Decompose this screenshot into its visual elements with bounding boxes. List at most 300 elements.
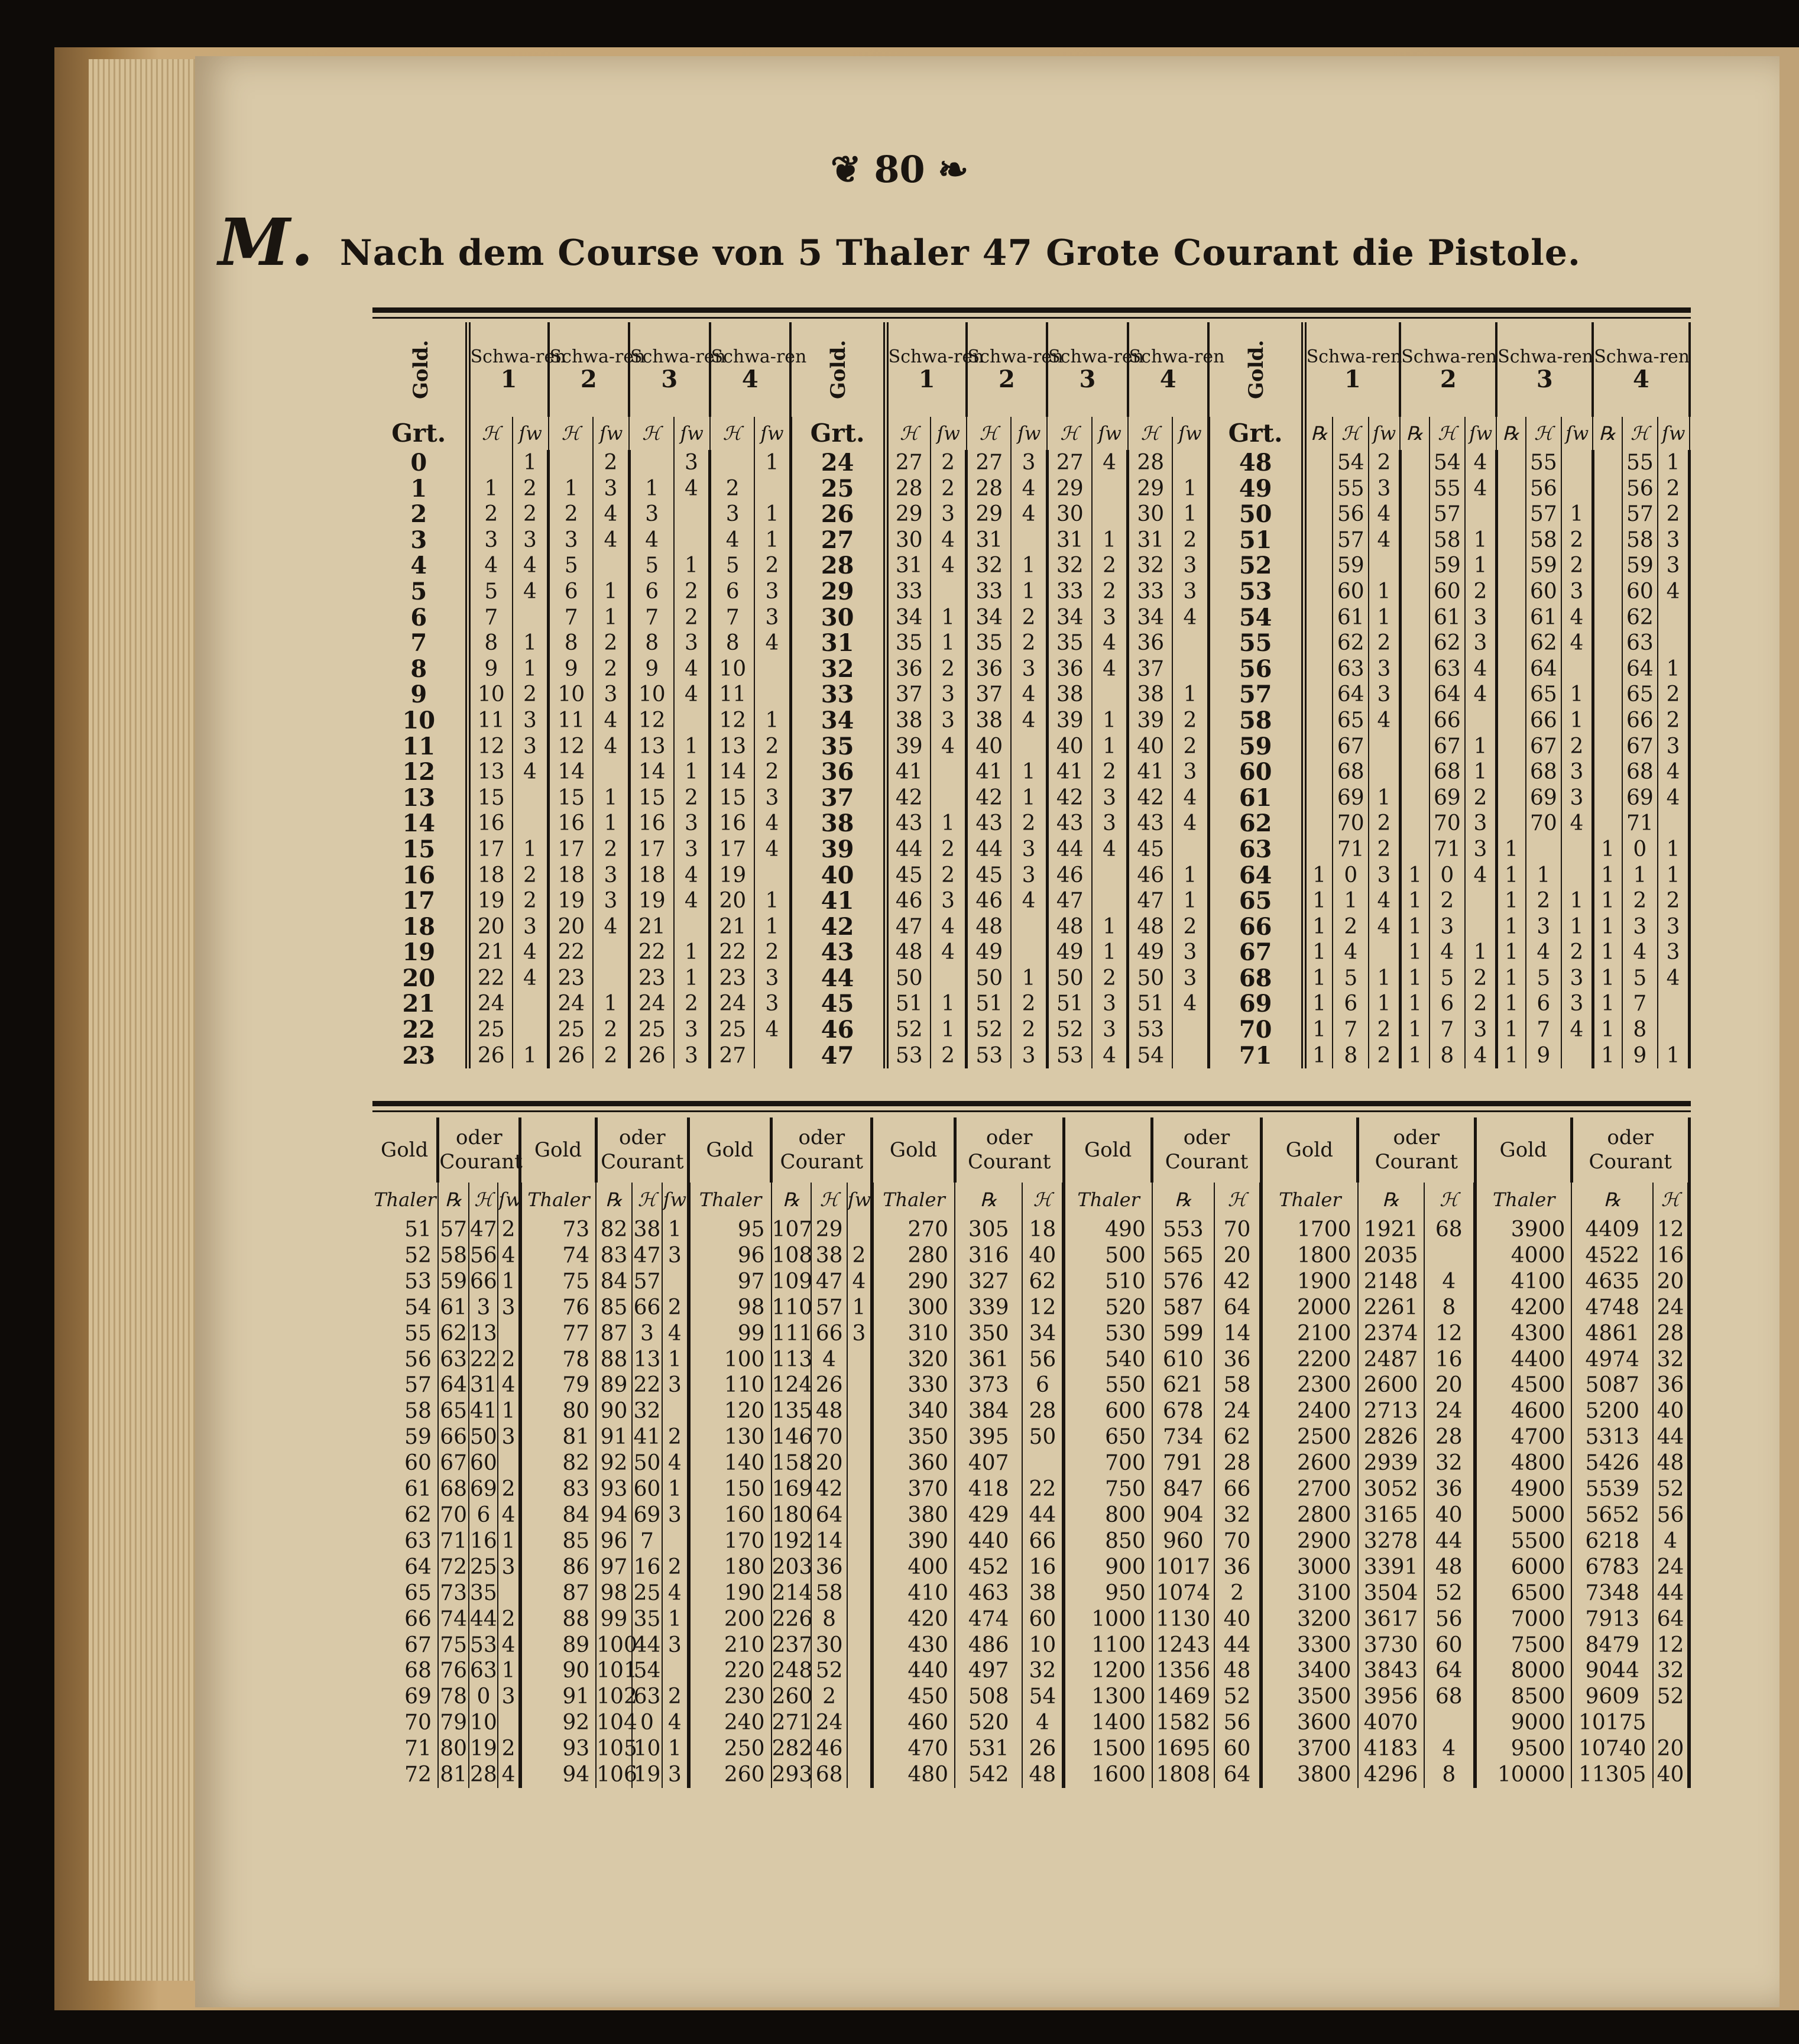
table-cell: 34 — [1047, 605, 1092, 631]
table-cell: 3052 — [1358, 1476, 1424, 1502]
table-cell — [498, 1710, 520, 1736]
thaler-value: 51 — [372, 1217, 438, 1243]
table-cell: 28 — [1424, 1424, 1475, 1450]
table-cell: 2 — [931, 863, 967, 889]
thaler-value: 78 — [520, 1347, 596, 1373]
thaler-value: 170 — [689, 1528, 772, 1554]
table-cell: 60 — [1333, 579, 1369, 605]
table-cell: 40 — [1214, 1606, 1261, 1632]
thaler-value: 2900 — [1261, 1528, 1357, 1554]
table-cell — [847, 1580, 872, 1606]
thaler-value: 140 — [689, 1450, 772, 1476]
thaler-value: 86 — [520, 1554, 596, 1580]
table-cell: 8 — [811, 1606, 847, 1632]
table-cell: 4 — [1658, 785, 1689, 811]
table-cell: 62 — [1430, 630, 1466, 656]
grote-value: 13 — [372, 785, 468, 811]
table-cell: 47 — [1047, 888, 1092, 914]
table-cell: 34 — [1022, 1321, 1064, 1347]
table-cell — [1526, 837, 1562, 863]
thaler-value: 89 — [520, 1632, 596, 1658]
table-cell: 3 — [629, 501, 674, 527]
table-cell: 44 — [1653, 1580, 1689, 1606]
table-cell: 9 — [549, 656, 594, 682]
table-cell: 12 — [468, 734, 513, 760]
table-cell: 2148 — [1358, 1269, 1424, 1295]
thaler-value: 300 — [872, 1295, 955, 1321]
oder-label: oder — [456, 1126, 503, 1150]
table-cell: 1074 — [1152, 1580, 1214, 1606]
thaler-value: 180 — [689, 1554, 772, 1580]
table-cell: 237 — [772, 1632, 813, 1657]
thaler-value: 380 — [872, 1502, 955, 1528]
table-cell: 2 — [1011, 991, 1047, 1017]
table-cell: 2 — [1658, 888, 1689, 914]
table-cell: 2 — [1092, 966, 1128, 992]
table-cell: 3 — [1369, 682, 1400, 708]
table-cell: 42 — [1214, 1269, 1261, 1295]
grote-value: 14 — [372, 811, 468, 837]
table-cell — [754, 682, 790, 708]
table-cell: 64 — [1653, 1606, 1689, 1632]
table-cell: 89 — [596, 1372, 632, 1398]
table-cell: 1 — [1400, 940, 1429, 966]
table-cell: 16 — [710, 811, 755, 837]
thaler-value: 550 — [1064, 1372, 1152, 1398]
table-cell: 2600 — [1358, 1372, 1424, 1398]
table-cell: 2 — [1561, 734, 1593, 760]
table-cell — [1172, 1043, 1208, 1069]
schwaren-header-1 — [468, 322, 566, 417]
thaler-value: 72 — [372, 1762, 438, 1788]
thaler-value: 220 — [689, 1658, 772, 1684]
table-cell: 1 — [513, 1043, 549, 1069]
table-cell: 101 — [597, 1658, 637, 1683]
table-cell: 20 — [549, 914, 594, 940]
table-cell: 214 — [772, 1580, 813, 1605]
gt-header: ℋ — [886, 417, 931, 450]
table-cell: 15 — [549, 785, 594, 811]
schwaren-header-2 — [967, 322, 1064, 417]
thaler-value: 79 — [520, 1372, 596, 1398]
table-cell: 1 — [662, 1736, 688, 1762]
table-row — [372, 708, 1690, 734]
schwaren-label: Schwa-ren — [549, 346, 646, 367]
table-cell: 1 — [1561, 888, 1593, 914]
table-cell: 100 — [597, 1632, 637, 1657]
thaler-value: 61 — [372, 1476, 438, 1502]
thaler-value: 52 — [372, 1243, 438, 1269]
table-cell — [1561, 476, 1593, 502]
table-cell: 80 — [438, 1736, 469, 1762]
table-cell: 64 — [1622, 656, 1658, 682]
table-cell: 32 — [1047, 553, 1092, 579]
table-cell — [1400, 759, 1429, 785]
table-cell: 10 — [629, 682, 674, 708]
table-cell: 3 — [1430, 914, 1466, 940]
table-cell: 3 — [632, 1321, 662, 1347]
thaler-value: 330 — [872, 1372, 955, 1398]
table-cell: 4 — [931, 734, 967, 760]
table-cell: 50 — [632, 1450, 662, 1476]
table-cell: 429 — [955, 1502, 1022, 1528]
table-cell: 1017 — [1152, 1554, 1214, 1580]
table-cell: 339 — [955, 1295, 1022, 1321]
table-cell: 25 — [468, 1017, 513, 1043]
table-cell: 4 — [931, 527, 967, 553]
sw-header: ſw — [498, 1183, 520, 1217]
table-cell: 33 — [886, 579, 931, 605]
table-cell: 1 — [1496, 837, 1525, 863]
table-cell: 2 — [1369, 1017, 1400, 1043]
table-cell: 20 — [710, 888, 755, 914]
table-cell: 486 — [955, 1632, 1022, 1658]
table-cell: 5 — [1430, 966, 1466, 992]
grote-value: 19 — [372, 940, 468, 966]
table-cell: 4 — [674, 888, 710, 914]
table-cell: 1 — [931, 605, 967, 631]
thaler-value: 250 — [689, 1736, 772, 1762]
table-cell: 4 — [1526, 940, 1562, 966]
table-cell: 1 — [513, 630, 549, 656]
table-cell — [1496, 450, 1525, 476]
table-cell: 1 — [1400, 914, 1429, 940]
table-cell: 3 — [1369, 863, 1400, 889]
table-cell: 2 — [1369, 450, 1400, 476]
table-cell: 25 — [710, 1017, 755, 1043]
rt-header: ℞ — [438, 1183, 469, 1217]
table-cell: 65 — [1526, 682, 1562, 708]
table-cell: 54 — [1430, 450, 1466, 476]
table-cell: 11 — [549, 708, 594, 734]
table-cell: 327 — [955, 1269, 1022, 1295]
table-cell: 1 — [1496, 863, 1525, 889]
table-cell: 4 — [1561, 605, 1593, 631]
table-cell: 4 — [498, 1632, 520, 1658]
thaler-value: 150 — [689, 1476, 772, 1502]
table-cell: 1 — [1496, 940, 1525, 966]
table-cell: 2 — [498, 1476, 520, 1502]
table-cell: 3 — [513, 527, 549, 553]
rt-header: ℞ — [1571, 1183, 1653, 1217]
table-cell: 169 — [772, 1477, 813, 1502]
table-cell: 67 — [1526, 734, 1562, 760]
table-cell: 2 — [674, 991, 710, 1017]
table-cell: 4 — [593, 527, 629, 553]
grote-value: 12 — [372, 759, 468, 785]
table-cell: 13 — [629, 734, 674, 760]
table-cell — [674, 527, 710, 553]
table-cell: 1 — [1092, 527, 1128, 553]
table-cell — [847, 1554, 872, 1580]
table-cell: 55 — [1526, 450, 1562, 476]
table-cell: 3 — [754, 991, 790, 1017]
schwaren-header-3 — [629, 322, 726, 417]
table-cell: 37 — [1128, 656, 1173, 682]
thaler-value: 94 — [520, 1762, 596, 1788]
table-cell: 63 — [469, 1658, 497, 1683]
thaler-value: 650 — [1064, 1424, 1152, 1450]
table-cell: 4 — [1022, 1710, 1064, 1736]
table-cell: 36 — [967, 656, 1012, 682]
table-cell: 44 — [967, 837, 1012, 863]
table-cell: 7913 — [1571, 1606, 1653, 1632]
table-cell: 4974 — [1571, 1347, 1653, 1373]
table-row — [372, 888, 1690, 914]
table-cell: 2 — [1011, 630, 1047, 656]
table-cell — [1424, 1710, 1475, 1736]
table-cell: 40 — [1047, 734, 1092, 760]
table-cell — [1496, 811, 1525, 837]
table-cell: 67 — [1622, 734, 1658, 760]
table-cell: 4 — [593, 734, 629, 760]
schwaren-label: Schwa-ren — [1497, 346, 1594, 367]
grote-value: 7 — [372, 630, 468, 656]
table-cell: 3 — [754, 785, 790, 811]
thaler-value: 99 — [689, 1321, 772, 1347]
table-cell: 28 — [1022, 1398, 1064, 1424]
table-cell: 26 — [468, 1043, 513, 1069]
table-cell: 2 — [549, 501, 594, 527]
table-cell — [1400, 708, 1429, 734]
table-cell: 4 — [931, 553, 967, 579]
thaler-value: 2600 — [1261, 1450, 1357, 1476]
table-cell: 474 — [955, 1606, 1022, 1632]
table-cell — [1400, 811, 1429, 837]
table-cell: 25 — [469, 1554, 497, 1579]
table-row — [372, 863, 1690, 889]
table-cell: 2 — [498, 1347, 520, 1373]
table-cell: 1469 — [1152, 1684, 1214, 1710]
schwaren-header-2 — [549, 322, 646, 417]
table-cell: 36 — [1424, 1476, 1475, 1502]
table-cell — [1304, 527, 1333, 553]
table-cell: 1 — [662, 1476, 688, 1502]
table-cell: 4 — [1092, 656, 1128, 682]
table-cell: 56 — [1526, 476, 1562, 502]
table-cell: 66 — [438, 1424, 469, 1450]
table-cell: 1 — [662, 1347, 688, 1373]
table-cell: 64 — [1214, 1295, 1261, 1321]
thaler-value: 4100 — [1475, 1269, 1571, 1295]
thaler-value: 2200 — [1261, 1347, 1357, 1373]
table-cell — [1561, 656, 1593, 682]
thaler-value: 160 — [689, 1502, 772, 1528]
table-cell: 1 — [498, 1398, 520, 1424]
table-cell: 5 — [710, 553, 755, 579]
table-cell: 53 — [469, 1632, 497, 1657]
table-cell: 97 — [596, 1554, 632, 1580]
table-cell: 847 — [1152, 1476, 1214, 1502]
thaler-value: 190 — [689, 1580, 772, 1606]
table-cell: 4 — [513, 966, 549, 992]
table-cell — [593, 553, 629, 579]
table-cell: 3 — [498, 1684, 520, 1710]
table-cell: 42 — [1047, 785, 1092, 811]
table-cell: 51 — [1128, 991, 1173, 1017]
grote-value: 44 — [790, 966, 886, 992]
table-cell: 4 — [754, 630, 790, 656]
gt-header: ℋ — [1430, 417, 1466, 450]
table-cell: 4 — [1333, 940, 1369, 966]
thaler-value: 700 — [1064, 1450, 1152, 1476]
table-cell: 1 — [1496, 991, 1525, 1017]
table-cell: 40 — [1653, 1398, 1689, 1424]
table-cell — [1593, 553, 1622, 579]
table-cell: 3 — [1465, 837, 1496, 863]
table-row — [372, 553, 1690, 579]
table-cell — [1496, 759, 1525, 785]
table-cell — [498, 1321, 520, 1347]
table-cell: 24 — [549, 991, 594, 1017]
table-cell: 4 — [498, 1502, 520, 1528]
table-cell — [1593, 630, 1622, 656]
table-cell: 60 — [1622, 579, 1658, 605]
courant-label: Courant — [1375, 1150, 1458, 1174]
table-cell — [847, 1372, 872, 1398]
thaler-value: 540 — [1064, 1347, 1152, 1373]
table-row — [372, 1554, 1689, 1580]
table-cell: 2 — [674, 785, 710, 811]
table-cell: 73 — [438, 1580, 469, 1606]
table-cell: 14 — [549, 759, 594, 785]
table-cell: 57 — [1622, 501, 1658, 527]
table-cell: 58 — [1430, 527, 1466, 553]
table-cell: 4 — [1172, 811, 1208, 837]
table-cell: 19 — [629, 888, 674, 914]
sw-header: ſw — [513, 417, 549, 450]
table-cell: 28 — [967, 476, 1012, 502]
table-cell: 1 — [1593, 888, 1622, 914]
table-cell: 41 — [886, 759, 931, 785]
table-cell: 1 — [1011, 553, 1047, 579]
table-cell: 2 — [1092, 553, 1128, 579]
table-cell: 79 — [438, 1710, 469, 1736]
grote-value: 51 — [1208, 527, 1304, 553]
table-cell: 1 — [1465, 940, 1496, 966]
table-cell: 2 — [513, 476, 549, 502]
table-cell: 22 — [468, 966, 513, 992]
table-cell: 2 — [931, 1043, 967, 1069]
table-cell: 2 — [754, 553, 790, 579]
table-row — [372, 1736, 1689, 1762]
oder-label: oder — [1393, 1126, 1440, 1150]
thaler-value: 2700 — [1261, 1476, 1357, 1502]
table-cell: 46 — [811, 1736, 847, 1762]
table-cell: 1 — [847, 1295, 872, 1321]
table-cell: 1 — [1496, 1043, 1525, 1069]
table-cell: 69 — [1526, 785, 1562, 811]
table-cell: 4 — [1092, 450, 1128, 476]
table-cell: 9044 — [1571, 1658, 1653, 1684]
table-cell: 5 — [468, 579, 513, 605]
table-cell — [1593, 682, 1622, 708]
gt-header: ℋ — [1214, 1183, 1261, 1217]
table-cell: 395 — [955, 1424, 1022, 1450]
table-row — [372, 1217, 1689, 1243]
table-cell: 146 — [772, 1425, 813, 1450]
table-cell: 13 — [710, 734, 755, 760]
table-cell: 6 — [1430, 991, 1466, 1017]
thaler-value: 64 — [372, 1554, 438, 1580]
lower-header-row — [372, 1117, 1689, 1183]
table-cell: 31 — [967, 527, 1012, 553]
table-cell: 1 — [593, 579, 629, 605]
table-cell: 3 — [1011, 1043, 1047, 1069]
table-cell: 3 — [1092, 811, 1128, 837]
sw-header: ſw — [1092, 417, 1128, 450]
table-cell: 20 — [1214, 1243, 1261, 1269]
table-cell: 34 — [967, 605, 1012, 631]
table-cell: 463 — [955, 1580, 1022, 1606]
table-cell: 58 — [1526, 527, 1562, 553]
table-cell: 3 — [754, 605, 790, 631]
table-row — [372, 991, 1690, 1017]
schwaren-label: Schwa-ren — [630, 346, 726, 367]
table-cell: 52 — [886, 1017, 931, 1043]
table-cell: 4 — [662, 1580, 688, 1606]
table-cell: 3 — [1011, 837, 1047, 863]
table-cell: 33 — [1047, 579, 1092, 605]
table-cell: 2 — [593, 450, 629, 476]
thaler-value: 260 — [689, 1762, 772, 1788]
table-cell: 3 — [1465, 605, 1496, 631]
table-cell: 3730 — [1358, 1632, 1424, 1658]
table-cell: 68 — [1424, 1217, 1475, 1243]
table-cell: 1 — [1465, 734, 1496, 760]
table-cell: 1 — [754, 450, 790, 476]
table-cell: 62 — [1333, 630, 1369, 656]
table-cell: 10 — [468, 682, 513, 708]
grote-value: 40 — [790, 863, 886, 889]
table-cell: 3 — [469, 1295, 498, 1321]
table-cell: 49 — [967, 940, 1012, 966]
table-cell: 71 — [1430, 837, 1466, 863]
table-cell: 418 — [955, 1476, 1022, 1502]
thaler-value: 280 — [872, 1243, 955, 1269]
table-cell: 7 — [1333, 1017, 1369, 1043]
table-cell: 4 — [811, 1347, 847, 1373]
table-cell — [754, 863, 790, 889]
table-cell — [1496, 630, 1525, 656]
table-cell: 1 — [1304, 966, 1333, 992]
table-cell: 1 — [593, 785, 629, 811]
table-cell: 96 — [596, 1528, 632, 1554]
oder-courant-header — [1571, 1117, 1689, 1183]
table-cell: 3 — [674, 837, 710, 863]
table-cell: 5539 — [1571, 1476, 1653, 1502]
table-cell: 42 — [886, 785, 931, 811]
table-cell: 52 — [1214, 1684, 1261, 1710]
table-cell: 17 — [468, 837, 513, 863]
table-cell: 34 — [1128, 605, 1173, 631]
table-cell: 1 — [1369, 991, 1400, 1017]
table-cell: 8479 — [1571, 1632, 1653, 1658]
table-cell: 57 — [811, 1295, 847, 1321]
table-cell: 0 — [1333, 863, 1369, 889]
table-cell: 1 — [513, 450, 549, 476]
table-cell: 3 — [1658, 940, 1689, 966]
table-cell — [1304, 837, 1333, 863]
table-cell — [1658, 811, 1689, 837]
grote-value: 63 — [1208, 837, 1304, 863]
table-row — [372, 837, 1690, 863]
grote-value: 6 — [372, 605, 468, 631]
table-cell — [754, 476, 790, 502]
table-cell — [1658, 630, 1689, 656]
table-cell: 55 — [1622, 450, 1658, 476]
table-cell: 508 — [955, 1684, 1022, 1710]
